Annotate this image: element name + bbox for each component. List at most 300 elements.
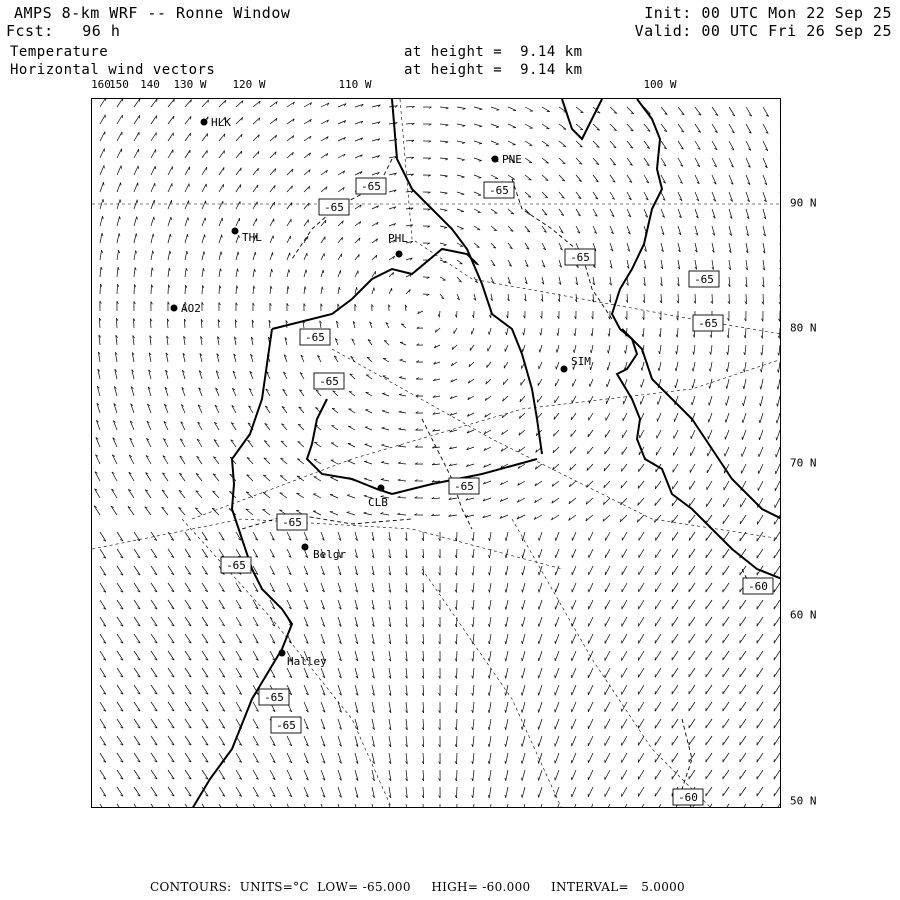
wind-vector [219,184,224,192]
graticule [92,99,781,808]
wind-vector-head [222,235,223,238]
wind-vector [202,600,208,609]
wind-vector-head [103,216,104,219]
station-label-thl: THL [242,231,262,244]
wind-vector [673,447,678,456]
wind-vector [506,804,508,808]
wind-vector-head [382,410,385,411]
wind-vector [740,617,746,626]
wind-vector [672,600,678,609]
wind-vector [605,634,610,644]
wind-vector [168,736,174,745]
wind-vector [569,481,576,487]
wind-vector [219,167,224,175]
wind-vector [313,511,321,515]
wind-vector-head [539,538,540,541]
wind-vector [134,234,136,244]
wind-vector-head [505,676,506,679]
wind-vector [381,445,389,447]
station-belgr[interactable] [302,544,347,562]
wind-vector [236,668,242,677]
wind-vector [506,668,508,678]
wind-vector-head [505,778,506,781]
wind-vector [473,719,474,730]
wind-vector [202,583,208,592]
station-thl[interactable] [232,228,263,245]
wind-vector [100,267,101,277]
wind-vector-head [505,710,506,713]
wind-vector [219,100,226,107]
wind-vector [400,360,406,362]
wind-vector [723,719,729,728]
wind-vector [474,175,481,178]
wind-vector [706,668,712,677]
wind-vector [94,506,100,515]
wind-vector [572,702,576,712]
wind-vector [330,512,338,515]
wind-vector-head [102,250,103,253]
wind-vector [689,515,695,523]
field-label-wind: Horizontal wind vectors [10,62,216,78]
wind-vector [523,345,525,352]
wind-vector [639,532,644,541]
wind-vector-head [523,332,524,335]
wind-vector [642,362,644,371]
wind-vector [689,600,695,609]
wind-vector-head [381,462,384,463]
wind-vector [506,566,508,575]
height-label-wind: at height = 9.14 km [404,62,583,78]
wind-vector [726,413,729,423]
wind-vector [588,804,593,808]
wind-vector [706,685,712,694]
wind-vector [117,736,123,745]
wind-vector [661,124,667,132]
wind-vector-head [777,403,778,406]
wind-vector [774,787,780,796]
wind-vector [304,253,307,260]
wind-vector [723,685,729,694]
map-panel[interactable] [91,98,781,808]
wind-vector-head [382,393,385,394]
wind-vector [605,804,610,808]
wind-vector [134,668,140,677]
wind-vector-head [655,503,656,506]
wind-vector-head [725,420,726,423]
wind-vector [742,464,747,474]
wind-vector-head [364,495,367,496]
wind-vector [304,220,309,226]
wind-vector [365,410,372,413]
wind-vector [587,481,593,487]
wind-vector [457,685,458,696]
wind-vector [706,532,712,541]
wind-vector [364,479,372,481]
wind-vector [605,685,610,695]
wind-vector [128,489,134,498]
wind-vector [508,175,515,179]
wind-vector [389,288,392,294]
wind-vector [151,251,153,260]
wind-vector [559,158,565,164]
wind-vector [236,201,240,209]
wind-vector [572,685,576,695]
wind-vector [287,804,292,808]
wind-vector [689,753,695,762]
wind-vector [117,284,118,294]
wind-vector [247,475,253,481]
wind-vector [185,804,191,808]
wind-vector [168,753,174,762]
wind-vector-head [479,143,482,144]
wind-vector [134,651,140,660]
wind-vector [365,427,372,430]
wind-vector [253,185,258,192]
wind-vector [695,124,701,132]
wind-vector [219,719,225,728]
wind-vector [382,394,389,397]
wind-vector [506,617,508,627]
wind-vector [725,447,729,456]
wind-vector [381,514,390,515]
wind-vector [253,787,259,797]
wind-vector [757,719,763,728]
wind-vector [622,600,627,609]
wind-vector [760,413,763,423]
wind-vector [270,152,276,158]
wind-vector [100,770,106,779]
station-halley[interactable] [279,650,328,669]
wind-vector [117,132,122,141]
wind-vector [134,132,139,141]
lat-label-80n: 80 N [790,321,817,335]
wind-vector [236,151,242,158]
wind-vector-head [170,251,171,254]
wind-vector [672,753,678,762]
wind-vector [134,787,140,796]
wind-vector [589,600,593,609]
wind-vector-head [119,233,120,236]
wind-vector-head [580,112,583,113]
lon-label-150: 150 [109,78,129,91]
wind-vector-head [659,351,660,354]
wind-vector [151,116,157,124]
wind-vector [506,651,508,661]
wind-vector [539,685,542,695]
wind-vector [491,175,498,179]
wind-vector [780,192,781,202]
wind-vector [605,549,610,558]
wind-vector [168,634,174,643]
wind-vector [559,124,566,129]
wind-vector [236,804,242,808]
wind-vector [253,135,259,141]
wind-vector [655,651,661,660]
wind-vector [746,294,747,304]
wind-vector [638,498,644,505]
wind-vector-head [462,177,465,178]
wind-vector-head [489,538,490,541]
wind-vector [168,770,174,779]
wind-vector-head [529,180,532,181]
wind-vector-head [505,727,506,730]
wind-vector [740,702,746,711]
wind-vector-head [399,377,402,378]
wind-vector-head [357,287,358,290]
wind-vector [168,183,172,192]
wind-vector [522,770,525,781]
wind-vector [605,668,610,678]
wind-vector [723,651,729,660]
wind-vector [134,804,140,808]
wind-vector [523,532,525,541]
wind-vector [219,286,220,295]
wind-vector [672,583,678,592]
wind-vector [314,477,321,481]
wind-vector-head [780,268,781,270]
wind-vector [588,736,593,746]
wind-vector-head [538,589,539,592]
wind-vector [423,753,424,764]
wind-vector [638,787,644,796]
wind-vector [168,116,174,124]
wind-vector-head [203,268,204,271]
wind-vector [723,668,729,677]
wind-vector [622,566,627,575]
wind-vector [270,219,274,226]
wind-vector-head [522,641,523,644]
wind-vector [692,396,695,405]
wind-vector [202,184,206,192]
wind-vector [440,192,447,193]
graticule-line-80n [400,99,781,334]
wind-vector [489,770,491,781]
wind-vector [588,651,593,661]
wind-vector [236,117,243,124]
wind-vector [168,268,169,277]
wind-vector [589,566,593,575]
wind-vector-head [777,370,778,373]
wind-vector-head [607,367,608,370]
wind-vector [608,345,610,353]
wind-vector-head [538,675,539,678]
wind-vector [196,474,202,482]
wind-vector-head [742,420,743,423]
contour-label-text: -65 [319,375,339,388]
wind-vector [473,736,474,747]
wind-vector [134,267,135,277]
wind-vector [724,481,729,490]
wind-vector [151,634,157,643]
wind-vector [287,186,292,192]
wind-vector [622,787,627,797]
wind-vector [440,124,448,125]
wind-vector [202,218,205,226]
station-ao2[interactable] [171,302,201,315]
wind-vector [622,753,627,763]
wind-vector [774,702,780,711]
wind-vector-head [538,641,539,644]
wind-vector [473,668,474,679]
wind-vector [348,444,355,448]
wind-vector [555,396,559,403]
wind-vector [151,166,155,175]
wind-vector [457,668,458,679]
wind-vector [219,252,221,260]
wind-vector [728,328,729,338]
wind-vector [657,413,661,422]
wind-vector [314,442,321,447]
wind-vector [338,254,342,260]
wind-vector [706,566,712,575]
wind-vector [185,753,191,762]
wind-vector-head [488,624,489,627]
wind-vector [151,736,157,745]
wind-vector [639,583,644,592]
wind-vector [638,668,644,677]
wind-vector-head [221,252,222,255]
wind-vector [253,668,259,678]
wind-vector [423,651,424,661]
wind-vector [168,150,173,158]
wind-vector [270,185,275,192]
wind-vector [506,736,508,747]
wind-vector [639,617,645,626]
wind-vector [185,617,191,626]
wind-vector [330,477,338,481]
wind-vector [622,634,627,643]
station-pne[interactable] [492,153,522,166]
wind-vector [763,107,769,116]
station-marker-sim [561,366,568,373]
wind-vector-head [538,778,539,781]
wind-vector [539,787,542,798]
wind-vector [134,166,138,175]
contour-label-text: -65 [282,516,302,529]
wind-vector [606,532,611,541]
wind-vector [622,770,627,780]
wind-vector [151,133,156,142]
station-marker-pne [492,156,499,163]
wind-vector [757,651,763,660]
wind-vector [555,719,559,729]
wind-vector [774,566,780,575]
wind-vector [774,651,780,660]
wind-vector-head [120,216,121,219]
valid-time: Valid: 00 UTC Fri 26 Sep 25 [634,22,892,40]
wind-vector [725,430,729,439]
wind-vector [622,583,627,592]
wind-vector [179,490,185,498]
wind-vector-head [760,369,761,372]
wind-vector [134,284,135,294]
wind-vector [134,549,140,558]
coastline-island-north [562,99,602,139]
wind-vector [134,115,140,124]
wind-vector [605,600,610,609]
wind-vector [572,396,576,403]
wind-vector-head [399,411,402,412]
wind-vector [185,532,191,540]
wind-vector [539,583,542,592]
wind-vector [605,719,610,729]
wind-vector [219,600,225,609]
wind-vector [672,515,678,523]
wind-vector [774,549,780,558]
wind-vector [672,498,678,506]
wind-vector [655,583,661,592]
wind-vector [678,107,684,115]
wind-vector [398,497,406,498]
wind-vector [712,107,718,116]
wind-vector [757,770,763,779]
wind-vector [473,702,474,713]
wind-vector [372,804,375,808]
contour-label-text: -65 [454,480,474,493]
wind-vector [474,124,482,126]
wind-vector [202,134,208,142]
wind-vector [202,201,206,209]
wind-vector [555,617,559,627]
station-phl[interactable] [388,232,408,258]
temperature-contours [242,159,762,808]
wind-vector [723,787,729,796]
wind-vector [723,770,729,779]
wind-vector [627,124,633,131]
wind-vector-head [590,350,591,353]
wind-vector [556,362,559,369]
wind-vector-head [204,251,205,254]
wind-vector-head [224,134,225,137]
station-clb[interactable] [368,485,388,510]
wind-vector [151,183,155,192]
wind-vector [338,804,342,808]
wind-vector [759,464,763,474]
contour-line-d [242,514,412,529]
wind-vector [779,345,780,356]
wind-vector [660,328,661,337]
wind-vector-head [102,233,103,236]
wind-vector-head [505,761,506,764]
wind-vector [151,583,157,592]
wind-vector [219,685,225,694]
wind-vector [638,736,644,745]
wind-vector [589,583,593,592]
wind-vector [706,515,712,524]
wind-vector [678,141,683,149]
wind-vector-head [621,468,622,471]
wind-vector [185,549,191,558]
wind-vector-head [120,200,121,203]
wind-vector [112,489,118,498]
wind-vector [762,345,763,355]
wind-vector [100,566,106,575]
wind-vector [145,507,151,515]
wind-vector-head [709,402,710,405]
wind-vector [457,158,465,160]
wind-vector [151,566,157,575]
wind-vector [489,617,491,627]
station-sim[interactable] [561,355,592,373]
station-hlk[interactable] [201,116,232,129]
wind-vector [117,787,123,796]
wind-vector [100,284,101,294]
wind-vector [706,634,712,643]
wind-vector [117,719,123,728]
wind-vector [304,287,305,294]
wind-vector [559,175,565,181]
wind-vector [219,269,220,278]
